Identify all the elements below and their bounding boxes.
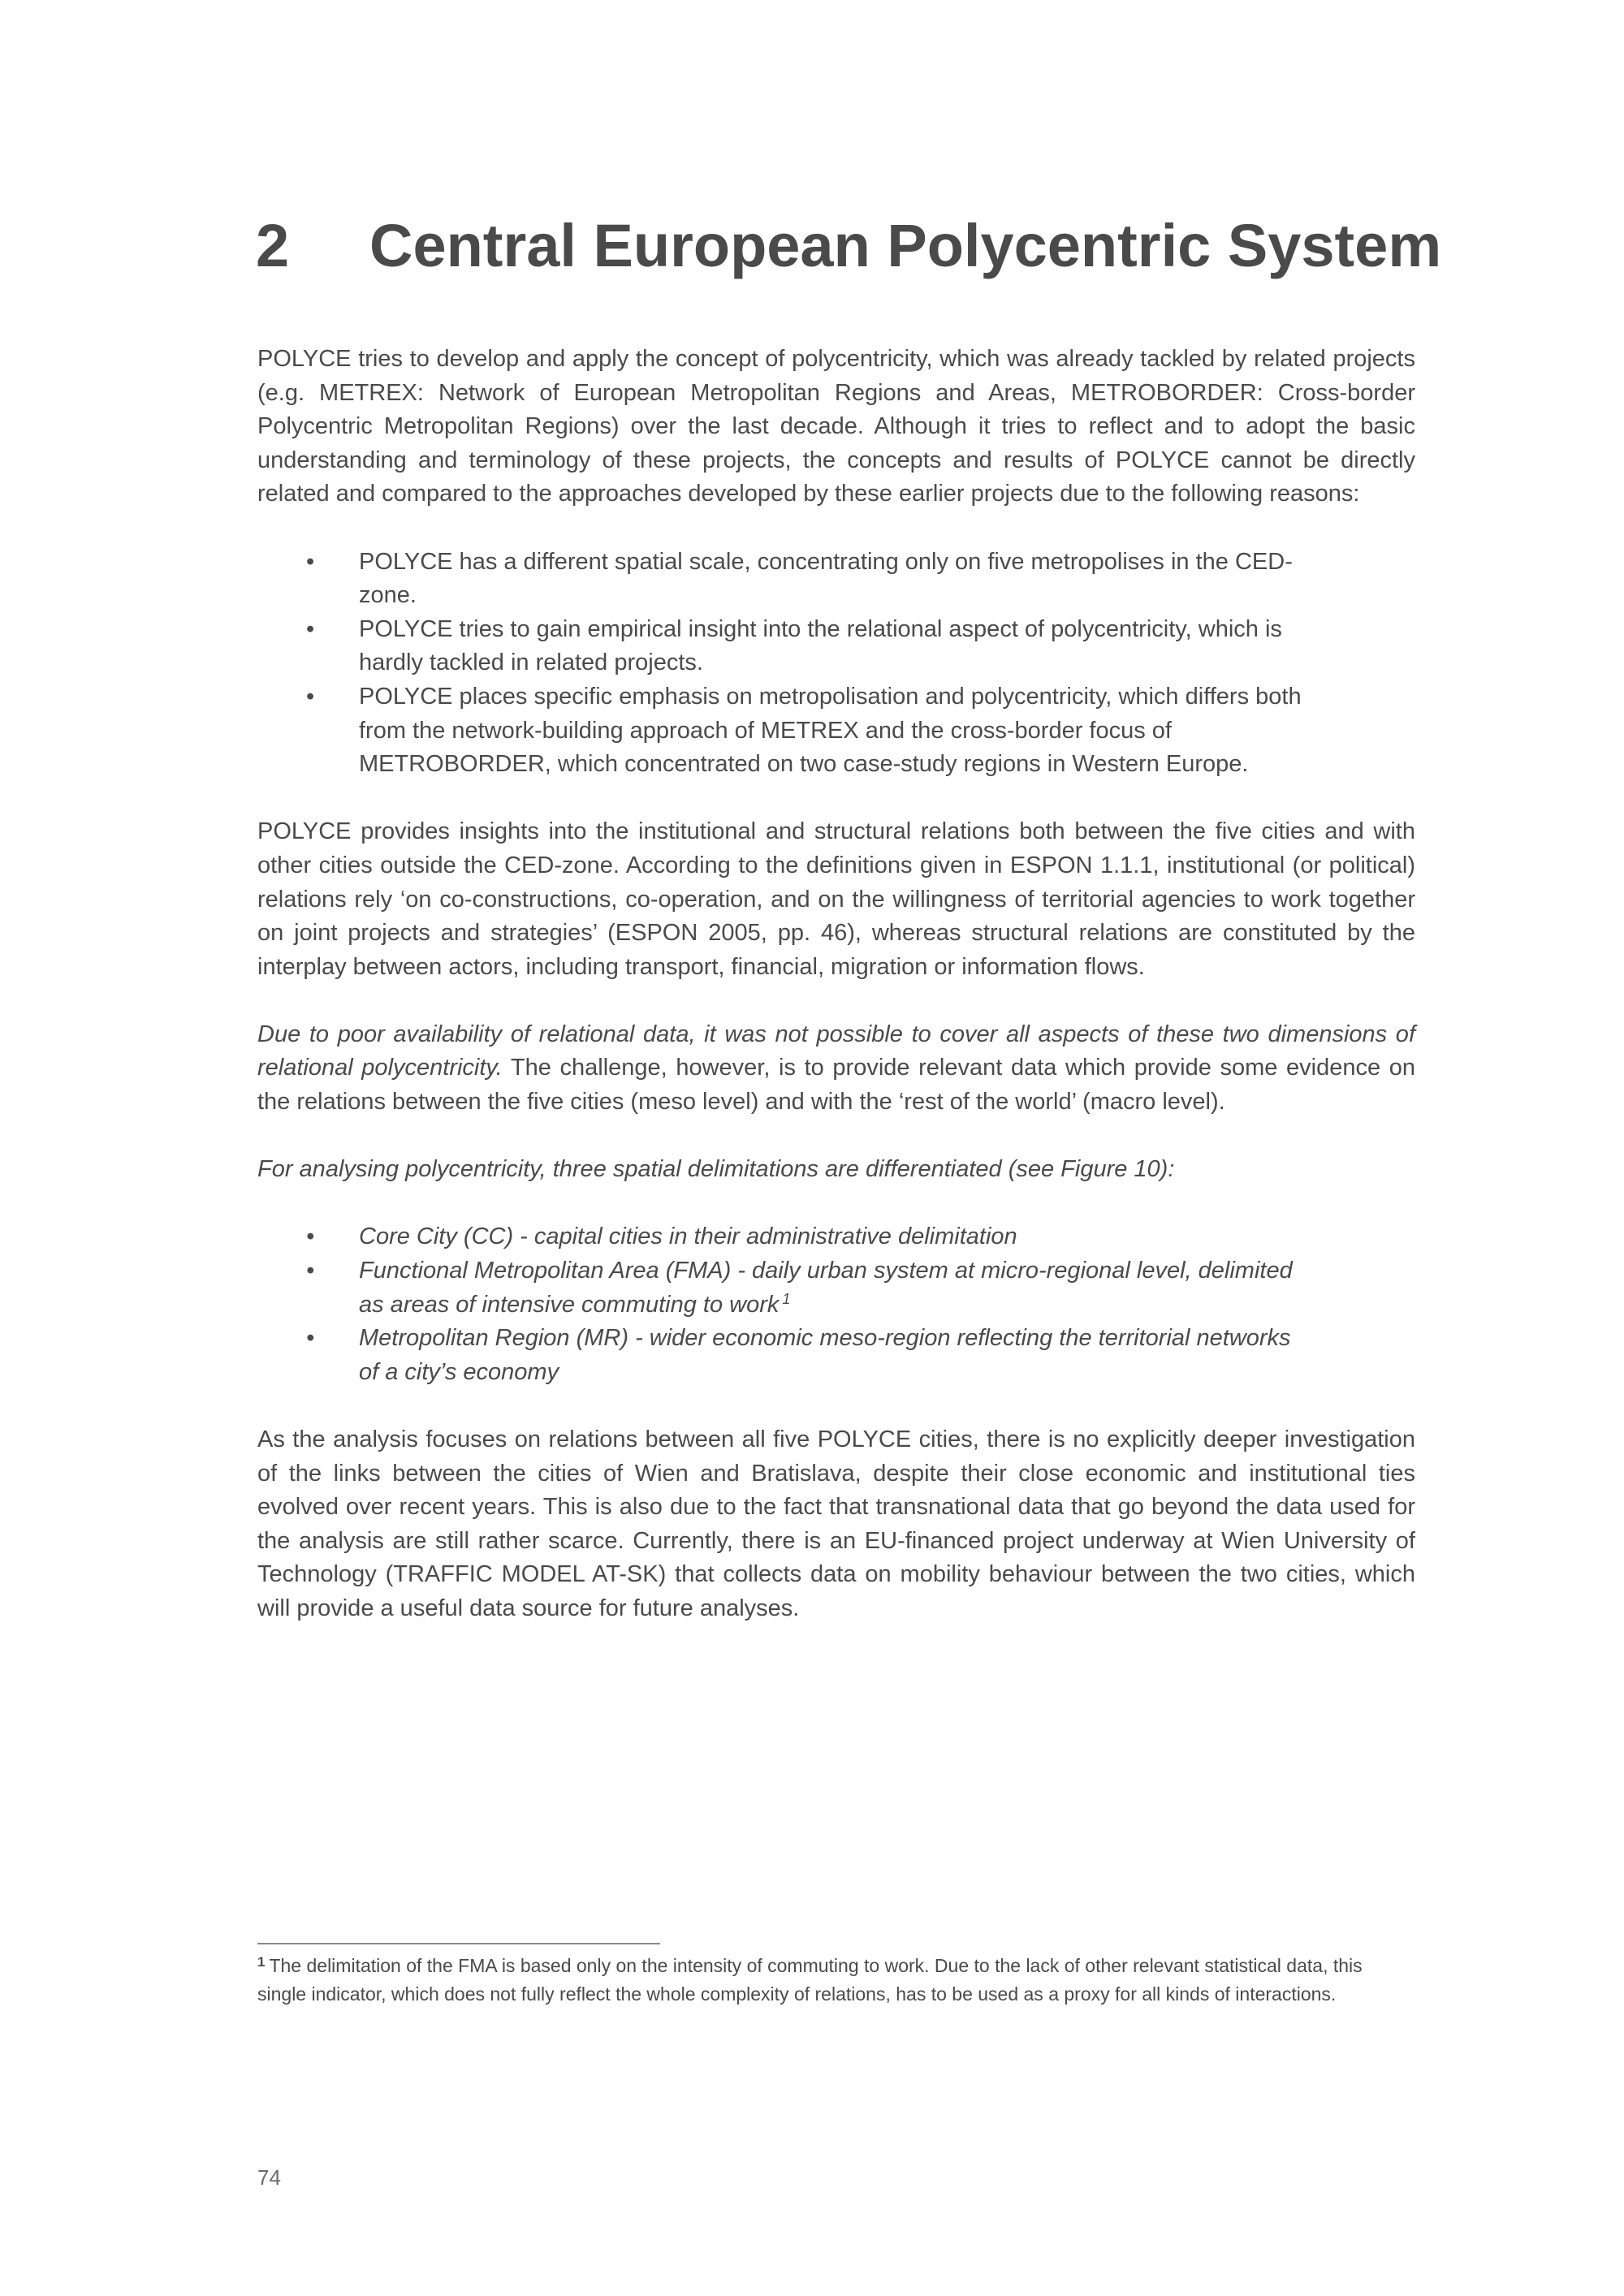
list-item-text: Core City (CC) - capital cities in their administrative delimitation [359, 1224, 1017, 1250]
relations-paragraph: POLYCE provides insights into the institutional and structural relations both between the five cities and with other cities outside the CED-zone. According to the definitions given in ESPON 1.1.1, institutional (or political) relations rely ‘on co-constructions, co-operation, and on the willingness of territorial agencies to work together on joint projects and strategies’ (ESPON 2005, pp. 46), whereas structural relations are constituted by the interplay between actors, including transport, financial, migration or information flows. [257, 818, 1415, 980]
analysis-paragraph: As the analysis focuses on relations between all five POLYCE cities, there is no explicitly deeper investigation of the links between the cities of Wien and Bratislava, despite their close economic and institutional ties evolved over recent years. This is also due to the fact that transnational data that go beyond the data used for the analysis are still rather scarce. Currently, there is an EU-financed project underway at Wien University of Technology (TRAFFIC MODEL AT-SK) that collects data on mobility behaviour between the two cities, which will provide a useful data source for future analyses. [257, 1426, 1415, 1621]
bullet-icon: • [306, 1224, 315, 1250]
list-item [257, 613, 1309, 680]
chapter-heading [256, 209, 1442, 283]
bullet-icon: • [306, 1325, 315, 1352]
chapter-title: Central European Polycentric System [369, 212, 1442, 279]
availability-paragraph [257, 1018, 1415, 1120]
list-item-text: POLYCE has a different spatial scale, concentrating only on five metropolises in the CED-zone. [359, 548, 1293, 609]
list-item [257, 680, 1309, 782]
body-text [257, 343, 1415, 1659]
footnote-divider [257, 1943, 660, 1944]
intro-paragraph: POLYCE tries to develop and apply the concept of polycentricity, which was already tackled by related projects (e.g. METREX: Network of European Metropolitan Regions and Areas, METROBORDER: Cross-border Polycentric Metropolitan Regions) over the last decade. Although it tries to reflect and to adopt the basic understanding and terminology of these projects, the concepts and results of POLYCE cannot be directly related and compared to the approaches developed by these earlier projects due to the following reasons: [257, 346, 1415, 507]
list-item-text: Functional Metropolitan Area (FMA) - daily urban system at micro-regional level, delimited as areas of intensive commuting to work [359, 1258, 1293, 1318]
list-item [257, 546, 1309, 613]
list-item-text: Metropolitan Region (MR) - wider economic meso-region reflecting the territorial networks of a city’s economy [359, 1325, 1291, 1385]
delimitations-list [257, 1220, 1415, 1389]
bullet-icon: • [306, 615, 315, 642]
bullet-icon: • [306, 683, 315, 710]
delimitations-intro: For analysing polycentricity, three spatial delimitations are differentiated (see Figure 10): [257, 1156, 1175, 1183]
list-item [257, 1220, 1309, 1254]
availability-text: The challenge, however, is to provide relevant data which provide some evidence on the relations between the five cities (meso level) and with the ‘rest of the world’ (macro level). [257, 1055, 1415, 1116]
chapter-number: 2 [256, 212, 290, 279]
availability-italic-text: Due to poor availability of relational data, it was not possible to cover all aspects of these two dimensions of relational polycentricity. [257, 1021, 1415, 1081]
bullet-icon: • [306, 548, 315, 575]
list-item [257, 1322, 1309, 1389]
footnote-mark: 1 [257, 1954, 266, 1970]
footnote-reference[interactable]: 1 [782, 1290, 791, 1307]
list-item-text: POLYCE places specific emphasis on metropolisation and polycentricity, which differs both from the network-building approach of METREX and the cross-border focus of METROBORDER, which concentrated on two case-study regions in Western Europe. [359, 683, 1302, 778]
list-item [257, 1254, 1309, 1322]
page-number: 74 [257, 2165, 281, 2190]
footnote-text: The delimitation of the FMA is based only on the intensity of commuting to work. Due to the lack of other relevant statistical data, this single indicator, which does not fully reflect the whole complexity of relations, has to be used as a proxy for all kinds of interactions. [257, 1955, 1363, 2005]
list-item-text: POLYCE tries to gain empirical insight into the relational aspect of polycentricity, which is hardly tackled in related projects. [359, 615, 1282, 676]
footnote [257, 1952, 1415, 2008]
reasons-list [257, 546, 1415, 782]
bullet-icon: • [306, 1258, 315, 1284]
